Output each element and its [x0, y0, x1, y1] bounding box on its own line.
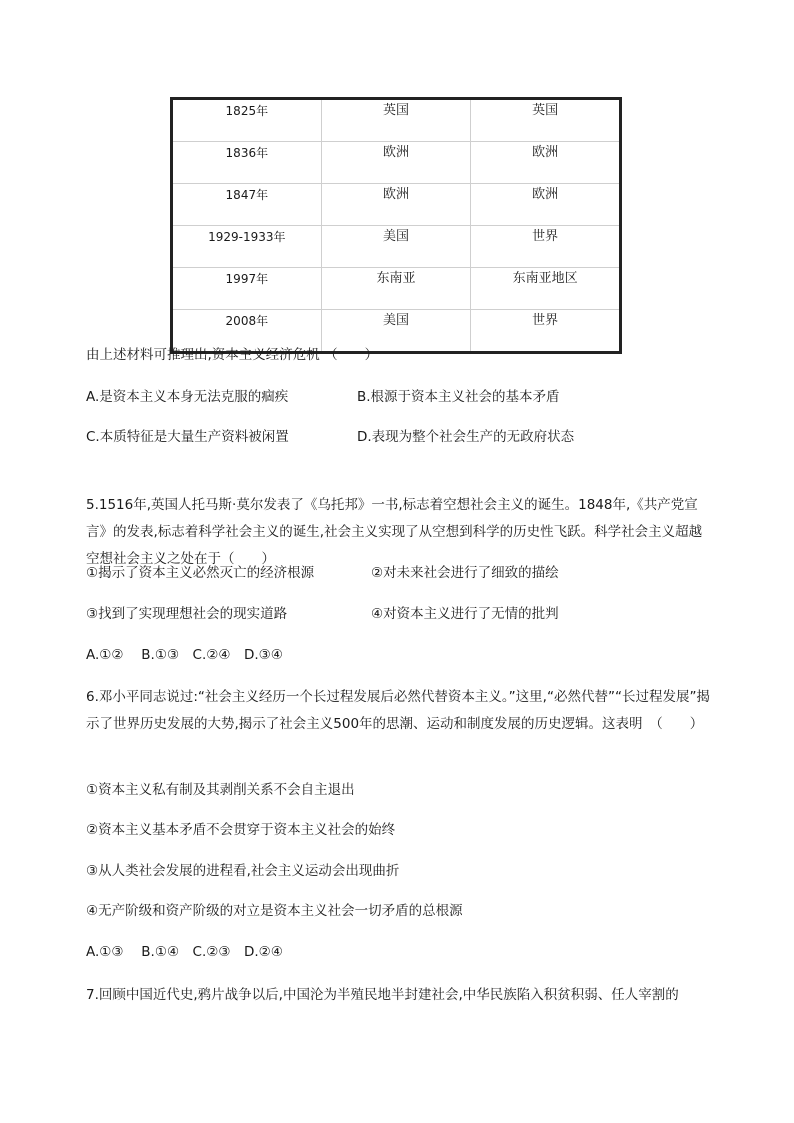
scope-cell: 世界: [471, 310, 621, 353]
origin-cell: 东南亚: [321, 268, 471, 310]
scope-cell: 欧洲: [471, 142, 621, 184]
year-cell: 1836年: [172, 142, 322, 184]
q5-item-4: ④对资本主义进行了无情的批判: [371, 606, 559, 622]
q4-option-b: B.根源于资本主义社会的基本矛盾: [357, 389, 560, 405]
crisis-table: [170, 97, 622, 354]
table-row: [172, 142, 621, 184]
scope-cell: 英国: [471, 99, 621, 142]
year-cell: 1825年: [172, 99, 322, 142]
table-row: [172, 268, 621, 310]
year-cell: 1929-1933年: [172, 226, 322, 268]
q6-item-4: ④无产阶级和资产阶级的对立是资本主义社会一切矛盾的总根源: [86, 903, 463, 919]
origin-cell: 英国: [321, 99, 471, 142]
q6-item-1: ①资本主义私有制及其剥削关系不会自主退出: [86, 782, 355, 798]
q4-option-c: C.本质特征是大量生产资料被闲置: [86, 429, 289, 445]
scope-cell: 欧洲: [471, 184, 621, 226]
origin-cell: 美国: [321, 310, 471, 353]
q5-item-2: ②对未来社会进行了细致的描绘: [371, 565, 559, 581]
table-row: [172, 226, 621, 268]
q4-stem: 由上述材料可推理出,资本主义经济危机 （ ）: [86, 347, 379, 363]
q5-stem: 5.1516年,英国人托马斯·莫尔发表了《乌托邦》一书,标志着空想社会主义的诞生。1848年,《共产党宣言》的发表,标志着科学社会主义的诞生,社会主义实现了从空想到科学的历史性飞跃。科学社会主义超越空想社会主义之处在于（ ）: [86, 497, 703, 567]
table-row: [172, 184, 621, 226]
q6-stem: 6.邓小平同志说过:“社会主义经历一个长过程发展后必然代替资本主义。”这里,“必然代替”“长过程发展”揭示了世界历史发展的大势,揭示了社会主义500年的思潮、运动和制度发展的历史逻辑。这表明 （ ）: [86, 689, 710, 732]
origin-cell: 欧洲: [321, 142, 471, 184]
year-cell: 2008年: [172, 310, 322, 353]
q4-option-a: A.是资本主义本身无法克服的痼疾: [86, 389, 289, 405]
q5-item-1: ①揭示了资本主义必然灭亡的经济根源: [86, 565, 315, 581]
year-cell: 1847年: [172, 184, 322, 226]
year-cell: 1997年: [172, 268, 322, 310]
origin-cell: 欧洲: [321, 184, 471, 226]
q6-item-2: ②资本主义基本矛盾不会贯穿于资本主义社会的始终: [86, 822, 396, 838]
q6-choices: A.①③ B.①④ C.②③ D.②④: [86, 944, 283, 960]
q6-item-3: ③从人类社会发展的进程看,社会主义运动会出现曲折: [86, 863, 400, 879]
q4-option-d: D.表现为整个社会生产的无政府状态: [357, 429, 575, 445]
q5-choices: A.①② B.①③ C.②④ D.③④: [86, 647, 283, 663]
origin-cell: 美国: [321, 226, 471, 268]
scope-cell: 东南亚地区: [471, 268, 621, 310]
q7-stem: 7.回顾中国近代史,鸦片战争以后,中国沦为半殖民地半封建社会,中华民族陷入积贫积弱、任人宰割的: [86, 987, 679, 1003]
q5-item-3: ③找到了实现理想社会的现实道路: [86, 606, 288, 622]
table-row: [172, 99, 621, 142]
scope-cell: 世界: [471, 226, 621, 268]
